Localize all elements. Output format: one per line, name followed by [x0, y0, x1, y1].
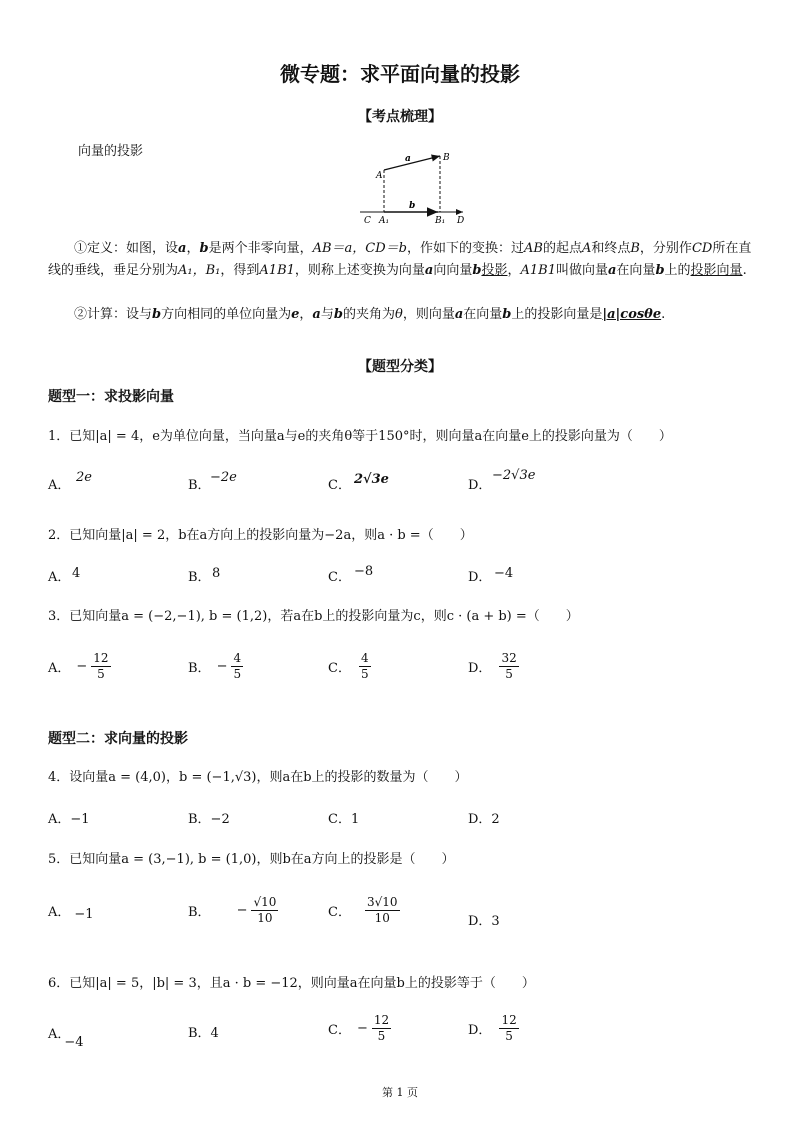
label-D: D [457, 216, 465, 226]
vector-ab [384, 156, 440, 170]
section-heading-types: 【题型分类】 [358, 359, 442, 375]
q6-option-d-fraction: $\frac{12}{5}$ [501, 1012, 517, 1043]
q2-option-d-label: D． [468, 570, 492, 585]
q5-option-b-label: B． [188, 904, 211, 920]
q5-option-b [188, 890, 278, 930]
q6-option-c [328, 1008, 391, 1048]
q6-option-a-value: −4 [64, 1034, 84, 1050]
q4-option-c: C．1 [328, 812, 360, 827]
q6-option-a-label: A． [48, 1026, 71, 1042]
q6-option-d [468, 1008, 519, 1048]
label-B1: B₁ [435, 216, 446, 226]
label-A1: A₁ [379, 216, 390, 226]
label-A: A [376, 171, 383, 181]
page-title: 微专题：求平面向量的投影 [280, 62, 520, 86]
q5-option-c-label: C． [328, 904, 351, 920]
q6-option-c-fraction: $\frac{12}{5}$ [373, 1012, 390, 1043]
q5-option-a-value: −1 [74, 906, 94, 922]
definition-paragraph: ①定义：如图，设a，b是两个非零向量，AB＝a，CD＝b，作如下的变换：过AB的起点A和终点B，分别作CD所在直线的垂线，垂足分别为A₁，B₁，得到A1B1，则称上述变换为向量a向向量b投影，A1B1叫做向量a在向量b上的投影向量. [48, 241, 752, 278]
q6-option-d-label: D． [468, 1022, 492, 1038]
q5-option-a [48, 890, 94, 930]
type1-heading: 题型一：求投影向量 [48, 389, 174, 405]
q1-option-b-label: B． [188, 478, 211, 493]
q3-option-d [468, 648, 519, 684]
q4-option-b: B．−2 [188, 812, 230, 827]
q3-option-b-sign: − [216, 658, 228, 674]
q5-option-c [328, 890, 400, 930]
label-a: a [405, 154, 411, 164]
calculation-paragraph: ②计算：设与b方向相同的单位向量为e，a与b的夹角为θ，则向量a在向量b上的投影向量是|a|cosθe. [74, 307, 666, 322]
label-C: C [364, 216, 371, 226]
q2-option-a-label: A． [48, 570, 71, 585]
q2-option-c-label: C． [328, 570, 351, 585]
q1-option-c-label: C． [328, 478, 351, 493]
q1-option-d-value: −2√3e [492, 468, 536, 483]
q5-option-c-fraction: $\frac{3√10}{10}$ [366, 894, 398, 925]
q2-option-a-value: 4 [72, 566, 81, 581]
q4-option-a: A．−1 [48, 812, 90, 827]
q5-option-a-label: A． [48, 904, 71, 920]
q5-option-b-fraction: $\frac{√10}{10}$ [253, 894, 277, 925]
section-heading-summary: 【考点梳理】 [358, 109, 442, 125]
q3-option-c [328, 648, 371, 684]
question-3-stem: 3．已知向量a = (−2,−1), b = (1,2)，若a在b上的投影向量为c，则c · (a + b) =（ ） [48, 609, 579, 624]
page-number: 第 1 页 [382, 1086, 418, 1099]
q3-option-a-fraction: $\frac{12}{5}$ [93, 650, 109, 681]
type2-heading: 题型二：求向量的投影 [48, 731, 188, 747]
q5-option-d: D．3 [468, 914, 500, 929]
projection-diagram [355, 148, 485, 230]
question-5-stem: 5．已知向量a = (3,−1), b = (1,0)，则b在a方向上的投影是（ ） [48, 852, 455, 867]
q1-option-b-value: −2e [210, 470, 237, 485]
q3-option-a [48, 648, 111, 684]
q1-option-d-label: D． [468, 478, 492, 493]
q6-option-c-label: C． [328, 1022, 351, 1038]
q6-option-a [48, 1012, 90, 1052]
q3-option-b-label: B． [188, 660, 211, 676]
question-2-stem: 2．已知向量|a| = 2，b在a方向上的投影向量为−2a，则a · b =（ ） [48, 528, 473, 543]
q3-option-b-fraction: $\frac{4}{5}$ [233, 650, 242, 681]
label-B: B [443, 153, 450, 163]
question-4-stem: 4．设向量a = (4,0)，b = (−1,√3)，则a在b上的投影的数量为（ ） [48, 770, 468, 785]
q3-option-c-label: C． [328, 660, 351, 676]
q3-option-b [188, 648, 243, 684]
q1-option-c-value: 2√3e [354, 472, 389, 487]
q6-option-c-sign: − [356, 1020, 368, 1036]
q2-option-c-value: −8 [354, 564, 374, 579]
q3-option-a-label: A． [48, 660, 71, 676]
concept-heading: 向量的投影 [78, 144, 144, 159]
q4-option-d: D．2 [468, 812, 500, 827]
q5-option-b-sign: − [236, 902, 248, 918]
q2-option-d-value: −4 [494, 566, 514, 581]
q1-option-a-label: A． [48, 478, 71, 493]
q3-option-a-sign: − [76, 658, 88, 674]
q6-option-b: B．4 [188, 1026, 219, 1041]
q1-option-a-value: 2e [76, 470, 92, 485]
label-b: b [409, 201, 416, 211]
q3-option-d-fraction: $\frac{32}{5}$ [501, 650, 517, 681]
q3-option-d-label: D． [468, 660, 492, 676]
q2-option-b-value: 8 [212, 566, 221, 581]
q3-option-c-fraction: $\frac{4}{5}$ [360, 650, 369, 681]
q2-option-b-label: B． [188, 570, 211, 585]
question-6-stem: 6．已知|a| = 5，|b| = 3，且a · b = −12，则向量a在向量b上的投影等于（ ） [48, 976, 535, 991]
question-1-stem: 1．已知|a| = 4，e为单位向量，当向量a与e的夹角θ等于150°时，则向量a在向量e上的投影向量为（ ） [48, 429, 672, 444]
